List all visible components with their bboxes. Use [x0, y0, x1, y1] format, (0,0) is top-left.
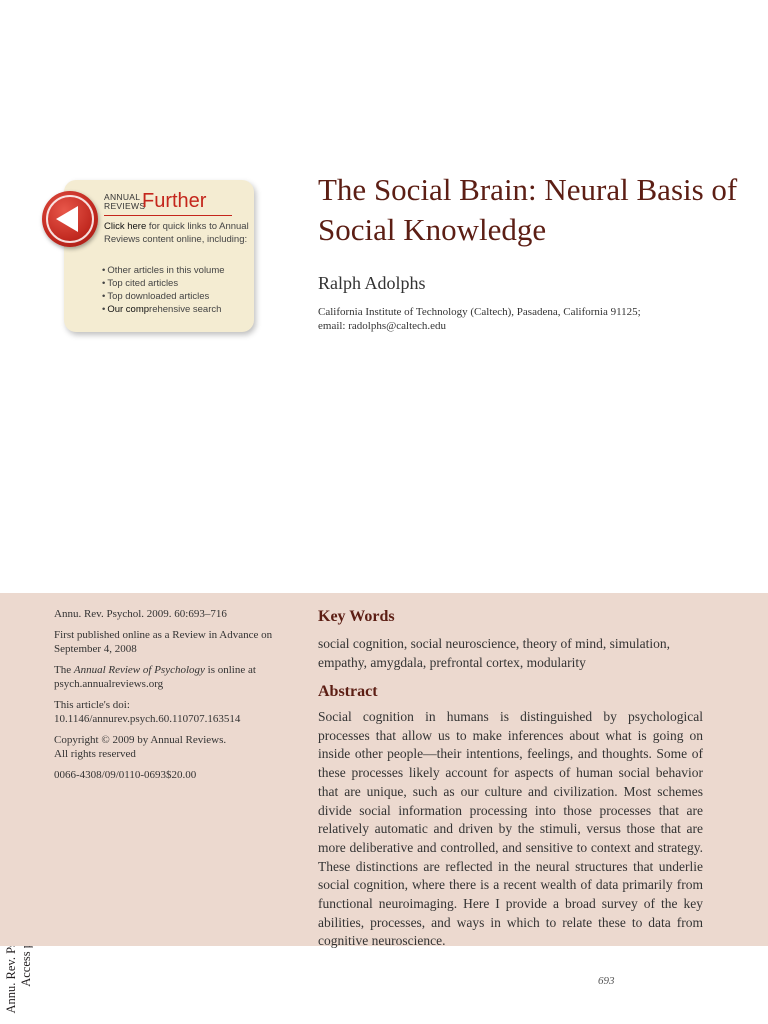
further-link-top-cited[interactable]: • Top cited articles [102, 277, 225, 290]
affiliation-line: California Institute of Technology (Caltech), Pasadena, California 91125; [318, 306, 641, 318]
copyright: Copyright © 2009 by Annual Reviews. [54, 733, 227, 746]
author-email: email: radolphs@caltech.edu [318, 320, 447, 332]
online-prefix: The [54, 663, 74, 676]
annual-reviews-wordmark [104, 193, 145, 211]
key-words-text: social cognition, social neuroscience, theory of mind, simulation, empathy, amygdala, prefrontal cortex, modularity [318, 636, 671, 670]
doi-label: This article's doi: [54, 698, 130, 711]
further-links-list [102, 264, 225, 316]
further-intro-text: for quick links to Annual Reviews content online, including: [104, 221, 249, 245]
further-link-button[interactable] [42, 191, 98, 247]
further-link-top-downloaded[interactable]: • Top downloaded articles [102, 290, 225, 303]
author-name: Ralph Adolphs [318, 273, 426, 293]
brand-annual: ANNUAL [104, 192, 141, 202]
copyright-block [54, 733, 284, 762]
page-number: 693 [598, 975, 615, 987]
online-suffix: is online at psych.annualreviews.org [54, 663, 256, 690]
click-here-link[interactable]: Click here [104, 221, 147, 232]
back-arrow-icon [42, 191, 98, 247]
first-published: First published online as a Review in Advance on September 4, 2008 [54, 628, 273, 655]
further-intro [104, 221, 250, 246]
doi-block [54, 698, 284, 727]
publication-metadata [54, 607, 284, 788]
rights: All rights reserved [54, 748, 136, 760]
online-info [54, 663, 284, 692]
further-divider [104, 215, 232, 216]
citation: Annu. Rev. Psychol. 2009. 60:693–716 [54, 608, 227, 620]
search-link-strong: Our comp [107, 304, 150, 315]
search-link-rest: rehensive search [149, 304, 222, 315]
issn: 0066-4308/09/0110-0693$20.00 [54, 768, 197, 781]
abstract-heading: Abstract [318, 683, 378, 700]
author-affiliation [318, 305, 718, 333]
abstract-text: Social cognition in humans is distinguished by psychological processes that allow us to make inferences about what is going on inside other people—their intentions, feelings, and thoughts. Some of these processes likely account for aspects of human social behavior that are unique, such as our culture and civilization. Most schemes divide social information processing into those processes that are relatively automatic and driven by the stimuli, versus those that are more deliberative and controlled, and sensitive to context and strategy. These distinctions are reflected in the neural structures that underlie social cognition, where there is a recent wealth of data primarily from functional neuroimaging. Here I provide a broad survey of the key abilities, processes, and ways in which to relate these to data from cognitive neuroscience. [318, 709, 703, 949]
brand-reviews: REVIEWS [104, 201, 146, 211]
journal-name: Annual Review of Psychology [73, 663, 205, 676]
further-link-other-articles[interactable]: • Other articles in this volume [102, 264, 225, 277]
key-words-heading: Key Words [318, 608, 395, 625]
further-heading: Further [142, 190, 207, 212]
further-link-search[interactable] [102, 303, 225, 316]
article-title: The Social Brain: Neural Basis of Social Knowledge [318, 172, 738, 247]
doi[interactable]: 10.1146/annurev.psych.60.110707.163514 [54, 713, 241, 725]
